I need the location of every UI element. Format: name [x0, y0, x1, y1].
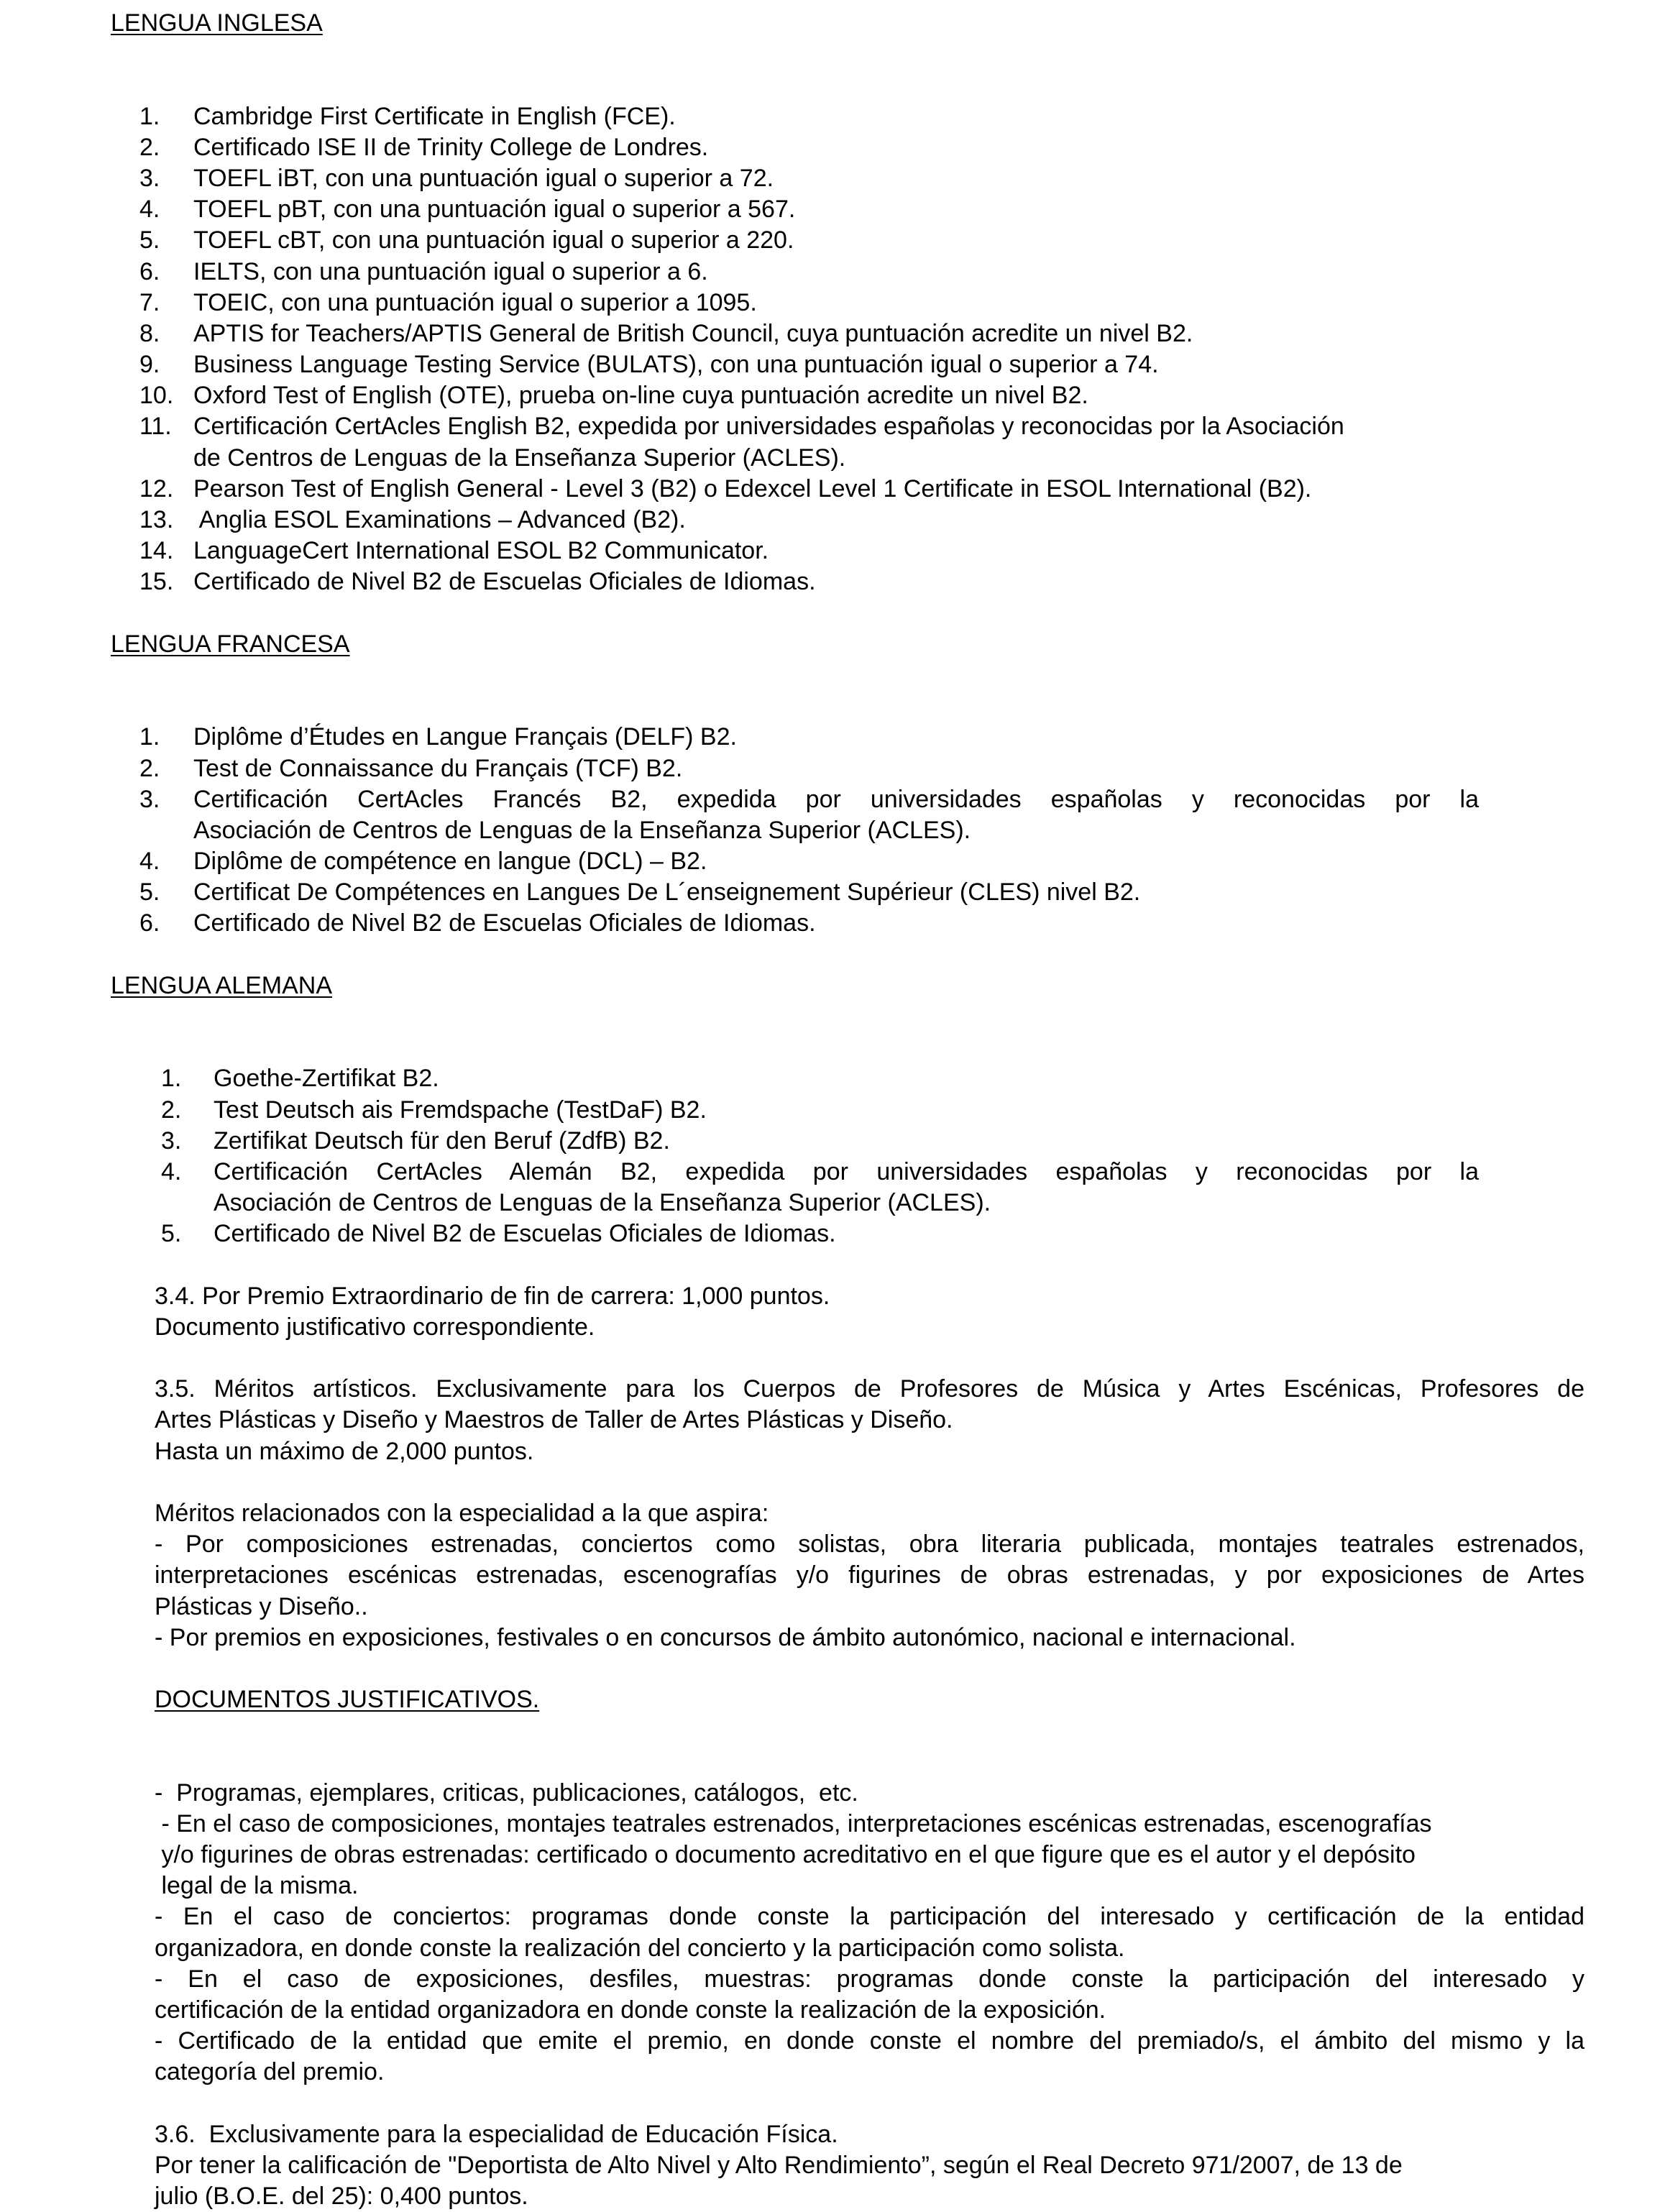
paragraph-text: Artes Plásticas y Diseño y Maestros de Taller de Artes Plásticas y Diseño.	[155, 1406, 953, 1434]
list-item	[0, 101, 1665, 132]
list-item	[0, 474, 1665, 505]
paragraph-text: - En el caso de exposiciones, desfiles, muestras: programas donde conste la participación del interesado y	[155, 1965, 1584, 1993]
paragraph-text: interpretaciones escénicas estrenadas, escenografías y/o figurines de obras estrenadas, y por exposiciones de Artes	[155, 1561, 1584, 1589]
list-item-text: Certificado ISE II de Trinity College de Londres.	[193, 133, 709, 161]
list-item-number: 10.	[139, 382, 174, 410]
list-item-number: 6.	[139, 909, 160, 937]
list-item-text: Certificación CertAcles Alemán B2, expedida por universidades españolas y reconocidas por la	[214, 1157, 1479, 1185]
paragraph-text: Documento justificativo correspondiente.	[155, 1313, 595, 1341]
list-item-line	[0, 908, 1665, 939]
paragraph-line	[0, 1436, 1665, 1467]
list-item-line	[0, 815, 1665, 846]
paragraph-text: - Programas, ejemplares, criticas, publicaciones, catálogos, etc.	[155, 1779, 858, 1807]
list-lengua-inglesa	[0, 101, 1665, 598]
list-item-line	[0, 536, 1665, 566]
list-item-line	[0, 784, 1665, 815]
list-item-line	[0, 380, 1665, 411]
list-item-text: APTIS for Teachers/APTIS General de British Council, cuya puntuación acredite un nivel B2.	[193, 319, 1193, 347]
blank-line	[0, 1250, 1665, 1281]
paragraph-line	[0, 1529, 1665, 1560]
list-item-line	[0, 132, 1665, 163]
list-item-number: 1.	[139, 723, 160, 751]
paragraph-text: - En el caso de composiciones, montajes teatrales estrenados, interpretaciones escénicas estrenadas, escenografías	[155, 1809, 1432, 1837]
blank-line	[0, 940, 1665, 970]
paragraph-text: Por tener la calificación de "Deportista de Alto Nivel y Alto Rendimiento”, según el Real Decreto 971/2007, de 13 de	[155, 2151, 1403, 2179]
list-item-line	[0, 846, 1665, 877]
list-item-line	[0, 1157, 1665, 1188]
list-item	[0, 132, 1665, 163]
list-item-line	[0, 722, 1665, 753]
list-item-line	[0, 318, 1665, 349]
list-item-number: 2.	[161, 1096, 182, 1124]
blank-line	[0, 1343, 1665, 1374]
list-item-line	[0, 225, 1665, 256]
blank-line	[0, 1747, 1665, 1778]
paragraph-line	[0, 1871, 1665, 1901]
list-item	[0, 163, 1665, 194]
list-item-number: 1.	[139, 102, 160, 130]
paragraph-line	[0, 1623, 1665, 1653]
section-3-6-educacion-fisica	[0, 2119, 1665, 2212]
paragraph-line	[0, 1560, 1665, 1591]
paragraph-line	[0, 1995, 1665, 2026]
list-item-text: Certificado de Nivel B2 de Escuelas Oficiales de Idiomas.	[193, 568, 816, 596]
paragraph-text: Plásticas y Diseño..	[155, 1592, 368, 1620]
list-item-line	[0, 194, 1665, 225]
list-item-line	[0, 1126, 1665, 1157]
heading-lengua-inglesa	[0, 8, 1665, 39]
heading-text: LENGUA FRANCESA	[111, 630, 350, 658]
paragraph-line	[0, 1933, 1665, 1964]
paragraph-line	[0, 1374, 1665, 1405]
paragraph-line	[0, 1840, 1665, 1871]
list-item	[0, 877, 1665, 908]
paragraph-line	[0, 2057, 1665, 2088]
paragraph-line	[0, 2026, 1665, 2057]
list-item-text: Pearson Test of English General - Level 3 (B2) o Edexcel Level 1 Certificate in ESOL International (B2).	[193, 474, 1312, 502]
list-item-line	[0, 877, 1665, 908]
paragraph-line	[0, 1964, 1665, 1995]
list-item-line	[0, 505, 1665, 536]
section-3-4-premio-extraordinario	[0, 1281, 1665, 1343]
documentos-justificativos-list	[0, 1778, 1665, 2088]
paragraph-text: - Certificado de la entidad que emite el premio, en donde conste el nombre del premiado/s, el ámbito del mismo y la	[155, 2027, 1584, 2055]
list-item-text: Diplôme d’Études en Langue Français (DELF) B2.	[193, 723, 737, 751]
list-item	[0, 566, 1665, 597]
paragraph-text: 3.6. Exclusivamente para la especialidad de Educación Física.	[155, 2120, 838, 2148]
paragraph-text: categoría del premio.	[155, 2058, 385, 2086]
list-item	[0, 288, 1665, 318]
list-item-number: 4.	[139, 196, 160, 224]
document-page	[0, 8, 1665, 2212]
heading-text: LENGUA INGLESA	[111, 9, 323, 37]
paragraph-line	[0, 2181, 1665, 2212]
list-item-text: de Centros de Lenguas de la Enseñanza Superior (ACLES).	[193, 444, 846, 472]
list-lengua-alemana	[0, 1063, 1665, 1249]
heading-text: DOCUMENTOS JUSTIFICATIVOS.	[155, 1686, 540, 1714]
list-item-text: Certificat De Compétences en Langues De L´enseignement Supérieur (CLES) nivel B2.	[193, 878, 1141, 907]
blank-line	[0, 1032, 1665, 1063]
paragraph-line	[0, 1498, 1665, 1529]
list-item	[0, 784, 1665, 846]
list-item-text: Zertifikat Deutsch für den Beruf (ZdfB) B2.	[214, 1126, 670, 1155]
list-item-number: 13.	[139, 506, 174, 533]
meritos-relacionados	[0, 1498, 1665, 1653]
list-item	[0, 722, 1665, 753]
list-item	[0, 536, 1665, 566]
list-item-line	[0, 288, 1665, 318]
list-item-text: Certificado de Nivel B2 de Escuelas Oficiales de Idiomas.	[214, 1220, 836, 1248]
blank-line	[0, 1653, 1665, 1684]
list-item-number: 1.	[161, 1065, 182, 1093]
paragraph-text: - Por premios en exposiciones, festivales o en concursos de ámbito autonómico, nacional e internacional.	[155, 1623, 1296, 1651]
list-item	[0, 505, 1665, 536]
list-item-line	[0, 474, 1665, 505]
list-item-number: 3.	[139, 164, 160, 192]
paragraph-line	[0, 1405, 1665, 1436]
paragraph-text: - Por composiciones estrenadas, conciertos como solistas, obra literaria publicada, montajes teatrales estrenados,	[155, 1530, 1584, 1559]
list-item-text: Certificación CertAcles English B2, expedida por universidades españolas y reconocidas por la Asociación	[193, 413, 1344, 441]
list-item-number: 12.	[139, 474, 174, 502]
paragraph-text: certificación de la entidad organizadora en donde conste la realización de la exposición.	[155, 1996, 1106, 2024]
list-item	[0, 257, 1665, 288]
list-item-text: Certificación CertAcles Francés B2, expedida por universidades españolas y reconocidas por la	[193, 785, 1479, 813]
list-item	[0, 1063, 1665, 1094]
heading-lengua-alemana	[0, 970, 1665, 1001]
paragraph-text: 3.5. Méritos artísticos. Exclusivamente para los Cuerpos de Profesores de Música y Artes Escénicas, Profesores de	[155, 1375, 1584, 1403]
paragraph-line	[0, 1312, 1665, 1343]
list-item-line	[0, 411, 1665, 442]
paragraph-text: 3.4. Por Premio Extraordinario de fin de carrera: 1,000 puntos.	[155, 1282, 830, 1310]
list-item-number: 2.	[139, 133, 160, 161]
list-item-text: Goethe-Zertifikat B2.	[214, 1065, 439, 1093]
paragraph-line	[0, 2119, 1665, 2150]
list-item-text: Diplôme de compétence en langue (DCL) – B2.	[193, 848, 707, 876]
list-item-number: 5.	[161, 1220, 182, 1248]
list-item	[0, 318, 1665, 349]
list-item-text: Oxford Test of English (OTE), prueba on-line cuya puntuación acredite un nivel B2.	[193, 382, 1088, 410]
list-item-text: Test Deutsch ais Fremdspache (TestDaF) B2.	[214, 1096, 707, 1124]
list-item	[0, 1126, 1665, 1157]
list-item-number: 6.	[139, 257, 160, 285]
paragraph-text: - En el caso de conciertos: programas donde conste la participación del interesado y certificación de la entidad	[155, 1903, 1584, 1931]
list-lengua-francesa	[0, 722, 1665, 939]
blank-line	[0, 1001, 1665, 1032]
paragraph-text: legal de la misma.	[155, 1872, 359, 1900]
list-item-number: 8.	[139, 319, 160, 347]
paragraph-text: julio (B.O.E. del 25): 0,400 puntos.	[155, 2183, 528, 2211]
list-item-text: Business Language Testing Service (BULATS), con una puntuación igual o superior a 74.	[193, 351, 1159, 379]
list-item-text: TOEIC, con una puntuación igual o superior a 1095.	[193, 288, 757, 316]
list-item-number: 14.	[139, 537, 174, 565]
list-item-text: Cambridge First Certificate in English (FCE).	[193, 102, 676, 130]
list-item-number: 15.	[139, 568, 174, 596]
list-item-line	[0, 101, 1665, 132]
list-item-number: 9.	[139, 351, 160, 379]
list-item-number: 11.	[139, 413, 172, 441]
list-item-text: TOEFL pBT, con una puntuación igual o superior a 567.	[193, 196, 796, 224]
paragraph-line	[0, 1592, 1665, 1623]
section-3-5-meritos-artisticos	[0, 1374, 1665, 1467]
blank-line	[0, 70, 1665, 101]
heading-text: LENGUA ALEMANA	[111, 971, 333, 999]
blank-line	[0, 691, 1665, 722]
list-item-line	[0, 1063, 1665, 1094]
blank-line	[0, 2088, 1665, 2119]
list-item-line	[0, 566, 1665, 597]
list-item	[0, 1157, 1665, 1219]
blank-line	[0, 660, 1665, 691]
list-item	[0, 846, 1665, 877]
list-item-line	[0, 443, 1665, 474]
list-item-number: 4.	[161, 1157, 182, 1185]
list-item-text: Asociación de Centros de Lenguas de la Enseñanza Superior (ACLES).	[214, 1189, 991, 1217]
list-item-number: 2.	[139, 754, 160, 782]
list-item	[0, 194, 1665, 225]
heading-lengua-francesa	[0, 629, 1665, 660]
list-item-line	[0, 163, 1665, 194]
paragraph-line	[0, 1809, 1665, 1840]
list-item-text: IELTS, con una puntuación igual o superior a 6.	[193, 257, 708, 285]
list-item-line	[0, 1188, 1665, 1219]
list-item	[0, 225, 1665, 256]
list-item	[0, 1219, 1665, 1249]
list-item-line	[0, 1219, 1665, 1249]
list-item-text: Test de Connaissance du Français (TCF) B2.	[193, 754, 683, 782]
paragraph-line	[0, 1901, 1665, 1932]
paragraph-text: organizadora, en donde conste la realización del concierto y la participación como solista.	[155, 1934, 1125, 1962]
list-item	[0, 380, 1665, 411]
paragraph-text: Hasta un máximo de 2,000 puntos.	[155, 1437, 534, 1465]
paragraph-line	[0, 2150, 1665, 2181]
list-item-number: 5.	[139, 226, 160, 254]
list-item-text: LanguageCert International ESOL B2 Communicator.	[193, 537, 769, 565]
paragraph-text: y/o figurines de obras estrenadas: certificado o documento acreditativo en el que figure que es el autor y el depósito	[155, 1841, 1416, 1869]
blank-line	[0, 1715, 1665, 1746]
blank-line	[0, 1467, 1665, 1498]
list-item	[0, 1095, 1665, 1126]
list-item-number: 7.	[139, 288, 160, 316]
list-item-line	[0, 349, 1665, 380]
list-item	[0, 753, 1665, 784]
list-item-number: 5.	[139, 878, 160, 907]
paragraph-line	[0, 1281, 1665, 1312]
heading-documentos-justificativos	[0, 1684, 1665, 1715]
paragraph-text: Méritos relacionados con la especialidad a la que aspira:	[155, 1500, 769, 1527]
list-item-number: 3.	[161, 1126, 182, 1155]
list-item-line	[0, 753, 1665, 784]
blank-line	[0, 598, 1665, 629]
list-item-number: 3.	[139, 785, 160, 813]
blank-line	[0, 39, 1665, 70]
list-item-text: Asociación de Centros de Lenguas de la Enseñanza Superior (ACLES).	[193, 816, 971, 844]
list-item-text: TOEFL cBT, con una puntuación igual o superior a 220.	[193, 226, 794, 254]
list-item	[0, 908, 1665, 939]
list-item	[0, 411, 1665, 473]
list-item-text: Anglia ESOL Examinations – Advanced (B2).	[193, 506, 686, 533]
list-item-number: 4.	[139, 848, 160, 876]
list-item-line	[0, 257, 1665, 288]
list-item-text: TOEFL iBT, con una puntuación igual o superior a 72.	[193, 164, 774, 192]
list-item	[0, 349, 1665, 380]
list-item-line	[0, 1095, 1665, 1126]
paragraph-line	[0, 1778, 1665, 1809]
list-item-text: Certificado de Nivel B2 de Escuelas Oficiales de Idiomas.	[193, 909, 816, 937]
